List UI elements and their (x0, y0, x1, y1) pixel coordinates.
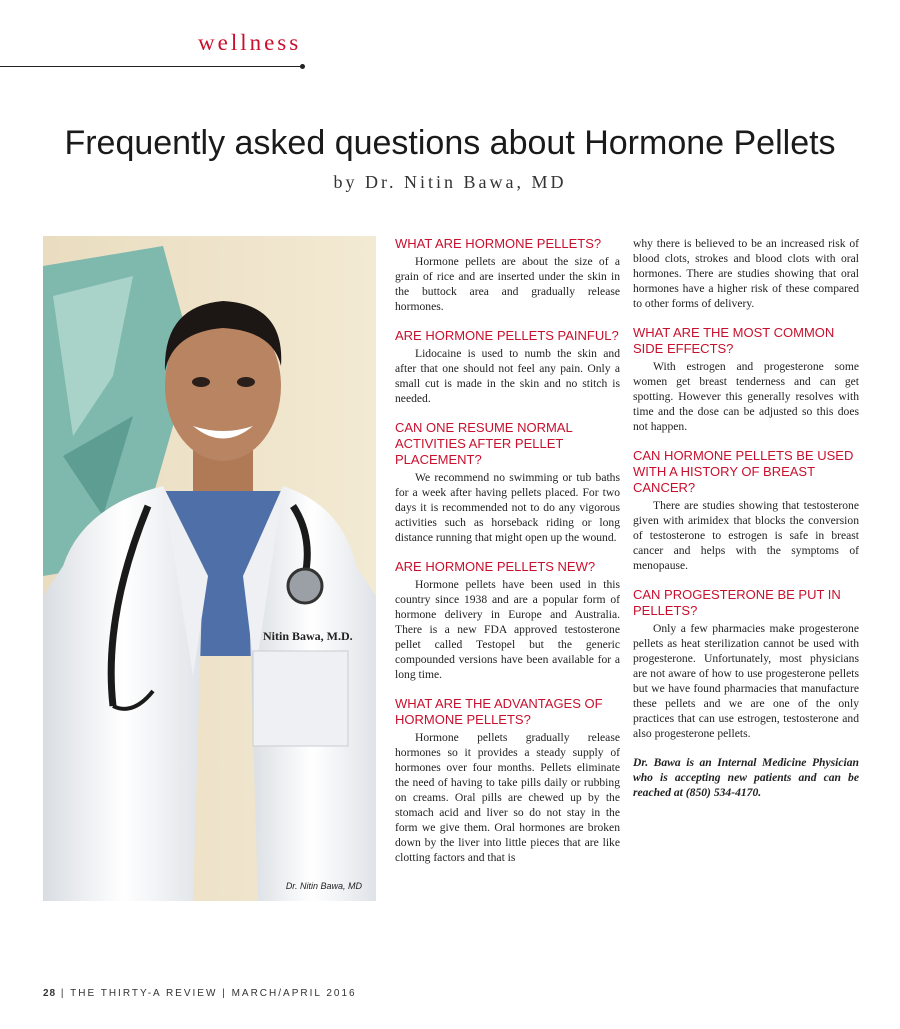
coat-name-label: Nitin Bawa, M.D. (263, 629, 353, 643)
answer-text: Hormone pellets are about the size of a grain of rice and are inserted under the skin in the buttock area and gradually release hormones. (395, 255, 620, 313)
question-heading: WHAT ARE THE ADVANTAGES OF HORMONE PELLETS? (395, 696, 603, 727)
photo-caption: Dr. Nitin Bawa, MD (285, 881, 362, 891)
issue-date: MARCH/APRIL 2016 (231, 988, 357, 999)
question-heading: WHAT ARE HORMONE PELLETS? (395, 236, 602, 251)
answer-text: We recommend no swimming or tub baths for a week after having pellets placed. For two days it is recommended not to do any vigorous activities such as horseback riding or long distance running that might open up the wound. (395, 471, 620, 544)
header-rule (0, 66, 303, 67)
question-heading: CAN HORMONE PELLETS BE USED WITH A HISTORY OF BREAST CANCER? (633, 448, 854, 495)
publication-name: THE THIRTY-A REVIEW (70, 988, 218, 999)
answer-text: Only a few pharmacies make progesterone pellets as heat sterilization cannot be used with progesterone. Unfortunately, most physicians are not aware of how to use progesterone pellets but we have found pharmacies that manufacture these pellets and we are one of the only practices that can use estrogen, testosterone and also progesterone pellets. (633, 622, 859, 740)
page-footer (43, 988, 357, 999)
header-rule-dot (300, 64, 305, 69)
question-heading: ARE HORMONE PELLETS PAINFUL? (395, 328, 619, 343)
author-bio: Dr. Bawa is an Internal Medicine Physician who is accepting new patients and can be reached at (850) 534-4170. (633, 756, 859, 799)
answer-text: Lidocaine is used to numb the skin and after that one should not feel any pain. Only a small cut is made in the skin and no stitch is needed. (395, 347, 620, 405)
answer-text: With estrogen and progesterone some women get breast tenderness and can get spotting. However this generally resolves with time and the dose can be adjusted so this does not happen. (633, 360, 859, 433)
question-heading: CAN ONE RESUME NORMAL ACTIVITIES AFTER PELLET PLACEMENT? (395, 420, 573, 467)
article-byline: by Dr. Nitin Bawa, MD (333, 172, 567, 192)
article-column-2 (633, 236, 859, 800)
doctor-photo (43, 236, 376, 901)
answer-text: Hormone pellets gradually release hormones so it provides a steady supply of hormones over four months. Pellets eliminate the need of having to take pills daily or rubbing on creams. Oral pills are chewed up by the stomach acid and liver so do not stay in the form we give them. Oral hormones are broken down by the liver into little pieces that are like clotting factors and that is (395, 731, 620, 864)
answer-text: Hormone pellets have been used in this country since 1938 and are a popular form of hormone delivery in Europe and Australia. There is a new FDA approved testosterone pellet called Testopel but the generic compounded versions have been available for a long time. (395, 578, 620, 681)
question-heading: ARE HORMONE PELLETS NEW? (395, 559, 596, 574)
article-column-1 (395, 236, 620, 865)
article-title: Frequently asked questions about Hormone Pellets (64, 124, 836, 162)
footer-separator: | (222, 988, 232, 999)
question-heading: WHAT ARE THE MOST COMMON SIDE EFFECTS? (633, 325, 835, 356)
page-number: 28 (43, 988, 57, 999)
footer-separator: | (60, 988, 71, 999)
doctor-portrait-illustration (43, 236, 376, 901)
question-heading: CAN PROGESTERONE BE PUT IN PELLETS? (633, 587, 841, 618)
section-tag: wellness (198, 30, 302, 55)
answer-text: There are studies showing that testosterone given with arimidex that blocks the conversion of testosterone to estrogen is safe in breast cancer and helps with the symptoms of menopause. (633, 499, 859, 572)
answer-text-continued: why there is believed to be an increased risk of blood clots, strokes and blood clots with oral hormones. There are studies showing that oral hormones have a higher risk of these compared to other forms of delivery. (633, 237, 859, 310)
